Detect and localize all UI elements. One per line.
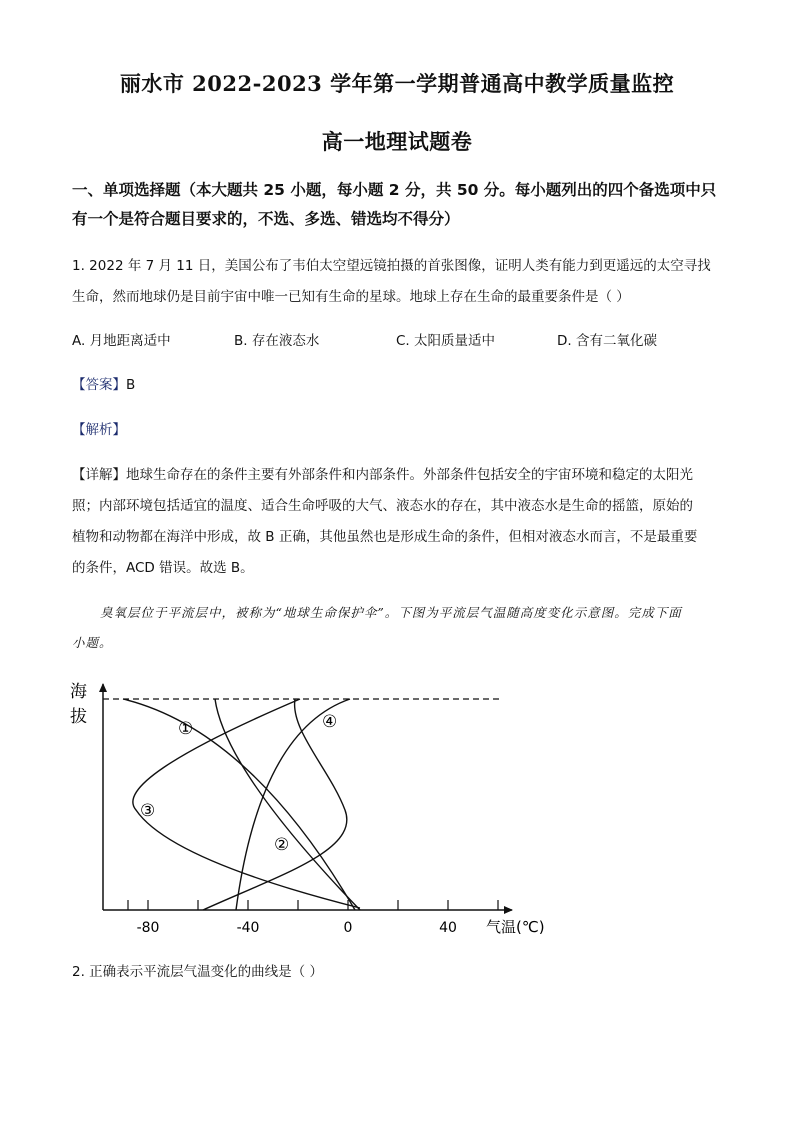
curve-label-4: ④ [322,712,338,732]
intro-line-1: 臭氧层位于平流层中，被称为“地球生命保护伞”。下图为平流层气温随高度变化示意图。完成下面 [100,605,682,620]
section-heading-line1: 一、单项选择题（本大题共 25 小题，每小题 2 分，共 50 分。每小题列出的四个备选项中只 [72,181,717,199]
detail-line-2: 照；内部环境包括适宜的温度、适合生命呼吸的大气、液态水的存在，其中液态水是生命的摇篮，原始的 [72,498,693,514]
x-tick-label-minus-40: -40 [236,920,260,936]
question-1-option-d: D. 含有二氧化碳 [557,333,657,349]
detail-text-1: 地球生命存在的条件主要有外部条件和内部条件。外部条件包括安全的宇宙环境和稳定的太阳光 [126,467,693,483]
x-axis-ticks [128,900,498,910]
question-1-option-c: C. 太阳质量适中 [396,333,496,349]
y-axis-label-2: 拔 [70,707,87,727]
intro-line-2: 小题。 [72,635,113,650]
page-title: 丽水市 2022-2023 学年第一学期普通高中教学质量监控 [119,71,675,96]
detail-line-3: 植物和动物都在海洋中形成，故 B 正确，其他虽然也是形成生命的条件，但相对液态水而言，不是最重要 [72,529,698,545]
curve-1 [123,699,355,910]
x-tick-label-0: 0 [343,920,353,936]
x-tick-label-40: 40 [439,920,457,936]
page-subtitle: 高一地理试题卷 [321,129,473,154]
detail-tag: 【详解】 [72,467,126,483]
curve-label-3: ③ [140,801,156,821]
question-1-option-a: A. 月地距离适中 [72,333,171,349]
stratosphere-temperature-diagram [60,670,580,950]
y-axis-label-1: 海 [70,682,87,702]
question-1-stem-line2: 生命，然而地球仍是目前宇宙中唯一已知有生命的星球。地球上存在生命的最重要条件是（ ） [72,289,630,305]
answer-tag: 【答案】 [72,377,126,393]
x-tick-label-minus-80: -80 [136,920,160,936]
answer-line [72,373,135,393]
curve-2 [215,699,360,910]
section-heading-line2: 有一个是符合题目要求的，不选、多选、错选均不得分） [72,210,460,228]
curve-label-2: ② [274,835,290,855]
detail-line-1 [72,463,693,483]
question-1-option-b: B. 存在液态水 [234,333,320,349]
x-axis-label: 气温(℃) [486,918,545,936]
analysis-tag: 【解析】 [72,422,126,438]
detail-line-4: 的条件，ACD 错误。故选 B。 [72,560,254,576]
question-2-stem: 2. 正确表示平流层气温变化的曲线是（ ） [72,964,323,980]
curve-label-1: ① [178,719,194,739]
question-1-stem-line1: 1. 2022 年 7 月 11 日，美国公布了韦伯太空望远镜拍摄的首张图像，证明人类有能力到更遥远的太空寻找 [72,258,711,274]
answer-value: B [126,377,136,393]
